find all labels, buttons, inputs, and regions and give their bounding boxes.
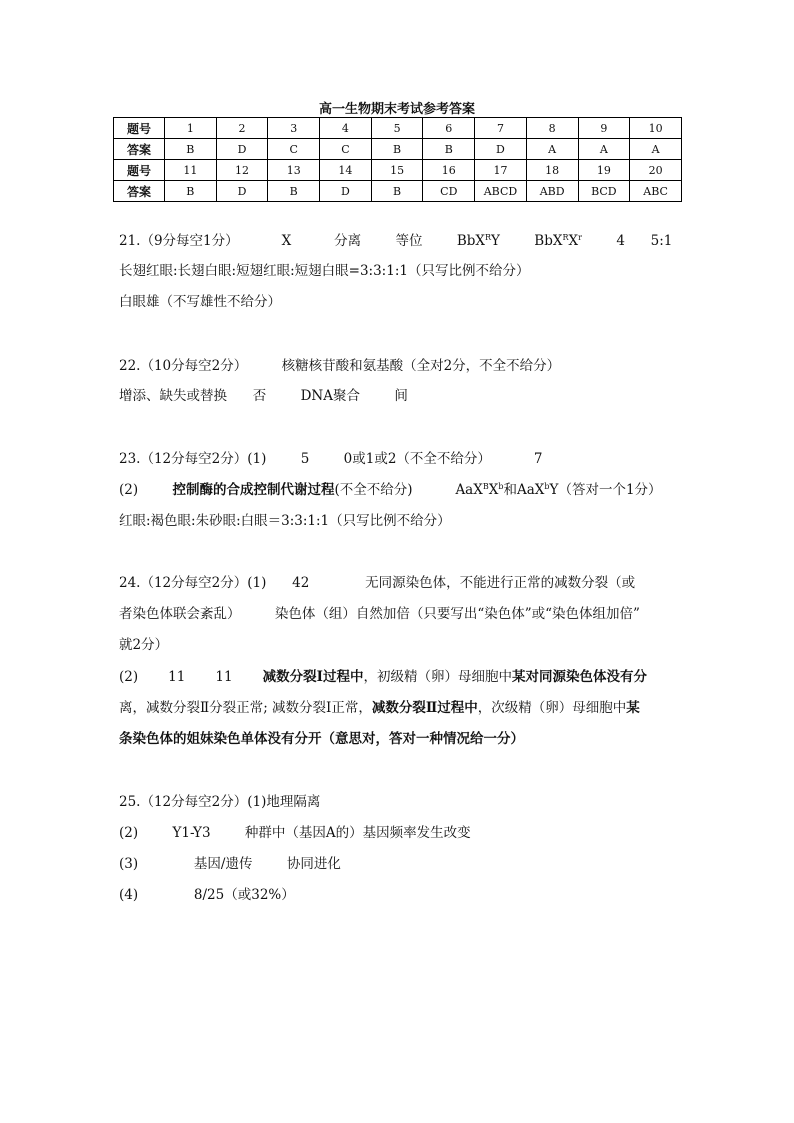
q23-line-1 bbox=[119, 450, 542, 468]
table-cell: 19 bbox=[578, 160, 630, 181]
q25-line-1: 25.（12分每空2分）(1)地理隔离 bbox=[119, 794, 321, 810]
q21-answer-2: 分离 bbox=[334, 233, 362, 249]
q24-answer-6-bold: 某对同源染色体没有分 bbox=[511, 669, 647, 685]
q21-label: 21.（9分每空1分） bbox=[119, 233, 239, 249]
q23-answer-4-note: (不全不给分) bbox=[334, 482, 413, 498]
table-cell: 17 bbox=[475, 160, 527, 181]
q25-answer-2b: 种群中（基因A的）基因频率发生改变 bbox=[244, 825, 471, 841]
q24-line5-a: 离，减数分裂Ⅱ分裂正常 bbox=[119, 700, 264, 716]
table-cell: D bbox=[216, 181, 268, 202]
q25-answer-3a: 基因/遗传 bbox=[193, 856, 253, 872]
q21-line-3: 白眼雄（不写雄性不给分） bbox=[119, 294, 281, 310]
q23-answer-3: 7 bbox=[533, 451, 543, 467]
table-cell: 4 bbox=[320, 118, 372, 139]
q23-answer-5: $AaX^BX^b$和AaX$^b$Y（答对一个1分） bbox=[455, 482, 662, 498]
q22-answer-5: 间 bbox=[394, 388, 408, 404]
table-cell: 7 bbox=[475, 118, 527, 139]
q25-answer-3b: 协同进化 bbox=[286, 856, 341, 872]
table-cell: C bbox=[320, 139, 372, 160]
q24-answer-6: 减数分裂Ⅰ过程中 bbox=[262, 669, 364, 685]
table-cell: B bbox=[165, 139, 217, 160]
q24-line5-b: ; 减数分裂Ⅰ正常， bbox=[263, 700, 372, 716]
q24-line5-d: ，次级精（卵）母细胞中 bbox=[477, 700, 627, 716]
q23-answer-1: 5 bbox=[300, 451, 310, 467]
q21-line-1 bbox=[119, 232, 672, 250]
q24-label: 24.（12分每空2分）(1) bbox=[119, 575, 267, 591]
q21-answer-1: X bbox=[281, 233, 292, 249]
q25-line-4 bbox=[119, 886, 295, 904]
table-cell: C bbox=[268, 139, 320, 160]
q24-answer-3: 染色体（组）自然加倍（只要写出“染色体”或“染色体组加倍” bbox=[274, 606, 640, 622]
q23-line-3: 红眼:褐色眼:朱砂眼:白眼＝3:3:1:1（只写比例不给分） bbox=[119, 513, 451, 529]
table-cell: 8 bbox=[526, 118, 578, 139]
table-cell: 10 bbox=[630, 118, 682, 139]
q24-line5-e: 某 bbox=[626, 700, 640, 716]
q23-label: 23.（12分每空2分）(1) bbox=[119, 451, 267, 467]
table-cell: ABC bbox=[630, 181, 682, 202]
table-cell: A bbox=[578, 139, 630, 160]
table-header-cell: 题号 bbox=[114, 118, 165, 139]
q24-line-2 bbox=[119, 605, 640, 623]
table-cell: B bbox=[268, 181, 320, 202]
table-cell: 15 bbox=[371, 160, 423, 181]
q24-answer-2-cont: 者染色体联会紊乱） bbox=[119, 606, 241, 622]
table-cell: CD bbox=[423, 181, 475, 202]
page-title: 高一生物期末考试参考答案 bbox=[318, 102, 475, 117]
table-row bbox=[114, 118, 682, 139]
answer-table bbox=[113, 117, 682, 202]
q25-line-3 bbox=[119, 855, 341, 873]
q22-label: 22.（10分每空2分） bbox=[119, 358, 248, 374]
q22-line-2 bbox=[119, 387, 408, 405]
q21-answer-6: 4 bbox=[616, 233, 625, 249]
q22-line-1 bbox=[119, 357, 560, 375]
q21-answer-5: $BbX^RX^r$ bbox=[534, 233, 582, 249]
q24-line-1 bbox=[119, 574, 635, 592]
q24-line-5 bbox=[119, 699, 640, 717]
q25-part-4: (4) bbox=[119, 887, 139, 903]
q24-answer-2: 无同源染色体，不能进行正常的减数分裂（或 bbox=[365, 575, 636, 591]
q25-part-2: (2) bbox=[119, 825, 139, 841]
table-cell: 13 bbox=[268, 160, 320, 181]
table-cell: ABD bbox=[526, 181, 578, 202]
q24-line5-c: 减数分裂Ⅱ过程中 bbox=[371, 700, 478, 716]
table-cell: 2 bbox=[216, 118, 268, 139]
table-cell: 9 bbox=[578, 118, 630, 139]
table-cell: 3 bbox=[268, 118, 320, 139]
q25-answer-2a: Y1-Y3 bbox=[172, 825, 211, 841]
q23-part-2: (2) bbox=[119, 482, 139, 498]
table-cell: 5 bbox=[371, 118, 423, 139]
table-cell: B bbox=[423, 139, 475, 160]
table-cell: 14 bbox=[320, 160, 372, 181]
table-cell: A bbox=[630, 139, 682, 160]
table-cell: 16 bbox=[423, 160, 475, 181]
table-row bbox=[114, 160, 682, 181]
table-cell: 11 bbox=[165, 160, 217, 181]
table-header-cell: 题号 bbox=[114, 160, 165, 181]
q23-answer-2: 0或1或2（不全不给分） bbox=[343, 451, 491, 467]
table-cell: 18 bbox=[526, 160, 578, 181]
table-cell: ABCD bbox=[475, 181, 527, 202]
q21-line-2: 长翅红眼:长翅白眼:短翅红眼:短翅白眼=3:3:1:1（只写比例不给分） bbox=[119, 263, 530, 279]
table-cell: 12 bbox=[216, 160, 268, 181]
table-row bbox=[114, 181, 682, 202]
table-cell: B bbox=[371, 139, 423, 160]
table-header-cell: 答案 bbox=[114, 139, 165, 160]
q22-answer-4: DNA聚合 bbox=[300, 388, 360, 404]
table-header-cell: 答案 bbox=[114, 181, 165, 202]
q23-answer-4: 控制酶的合成控制代谢过程 bbox=[172, 482, 335, 498]
q24-answer-6-cont: ，初级精（卵）母细胞中 bbox=[363, 669, 512, 685]
table-cell: 6 bbox=[423, 118, 475, 139]
q21-answer-3: 等位 bbox=[395, 233, 423, 249]
q24-part-2: (2) bbox=[119, 669, 139, 685]
table-cell: D bbox=[320, 181, 372, 202]
q24-answer-5: 11 bbox=[215, 669, 233, 685]
q21-answer-7: 5:1 bbox=[650, 233, 673, 249]
table-cell: B bbox=[165, 181, 217, 202]
q24-answer-1: 42 bbox=[292, 575, 310, 591]
q22-answer-1: 核糖核苷酸和氨基酸（全对2分，不全不给分） bbox=[281, 358, 561, 374]
q24-line-6: 条染色体的姐妹染色单体没有分开（意思对，答对一种情况给一分） bbox=[119, 731, 524, 747]
table-cell: BCD bbox=[578, 181, 630, 202]
table-cell: D bbox=[216, 139, 268, 160]
table-cell: A bbox=[526, 139, 578, 160]
q22-answer-2: 增添、缺失或替换 bbox=[119, 388, 227, 404]
q21-answer-4: BbX$^R$Y bbox=[456, 233, 500, 249]
q25-part-3: (3) bbox=[119, 856, 139, 872]
table-row bbox=[114, 139, 682, 160]
q24-line-4 bbox=[119, 668, 647, 686]
q22-answer-3: 否 bbox=[252, 388, 267, 404]
table-cell: 20 bbox=[630, 160, 682, 181]
q24-answer-4: 11 bbox=[168, 669, 186, 685]
q25-answer-4: 8/25（或32%） bbox=[193, 887, 295, 903]
table-cell: D bbox=[475, 139, 527, 160]
table-cell: B bbox=[371, 181, 423, 202]
q25-line-2 bbox=[119, 824, 471, 842]
q24-line-3: 就2分） bbox=[119, 637, 169, 653]
table-cell: 1 bbox=[165, 118, 217, 139]
q23-line-2 bbox=[119, 481, 662, 499]
